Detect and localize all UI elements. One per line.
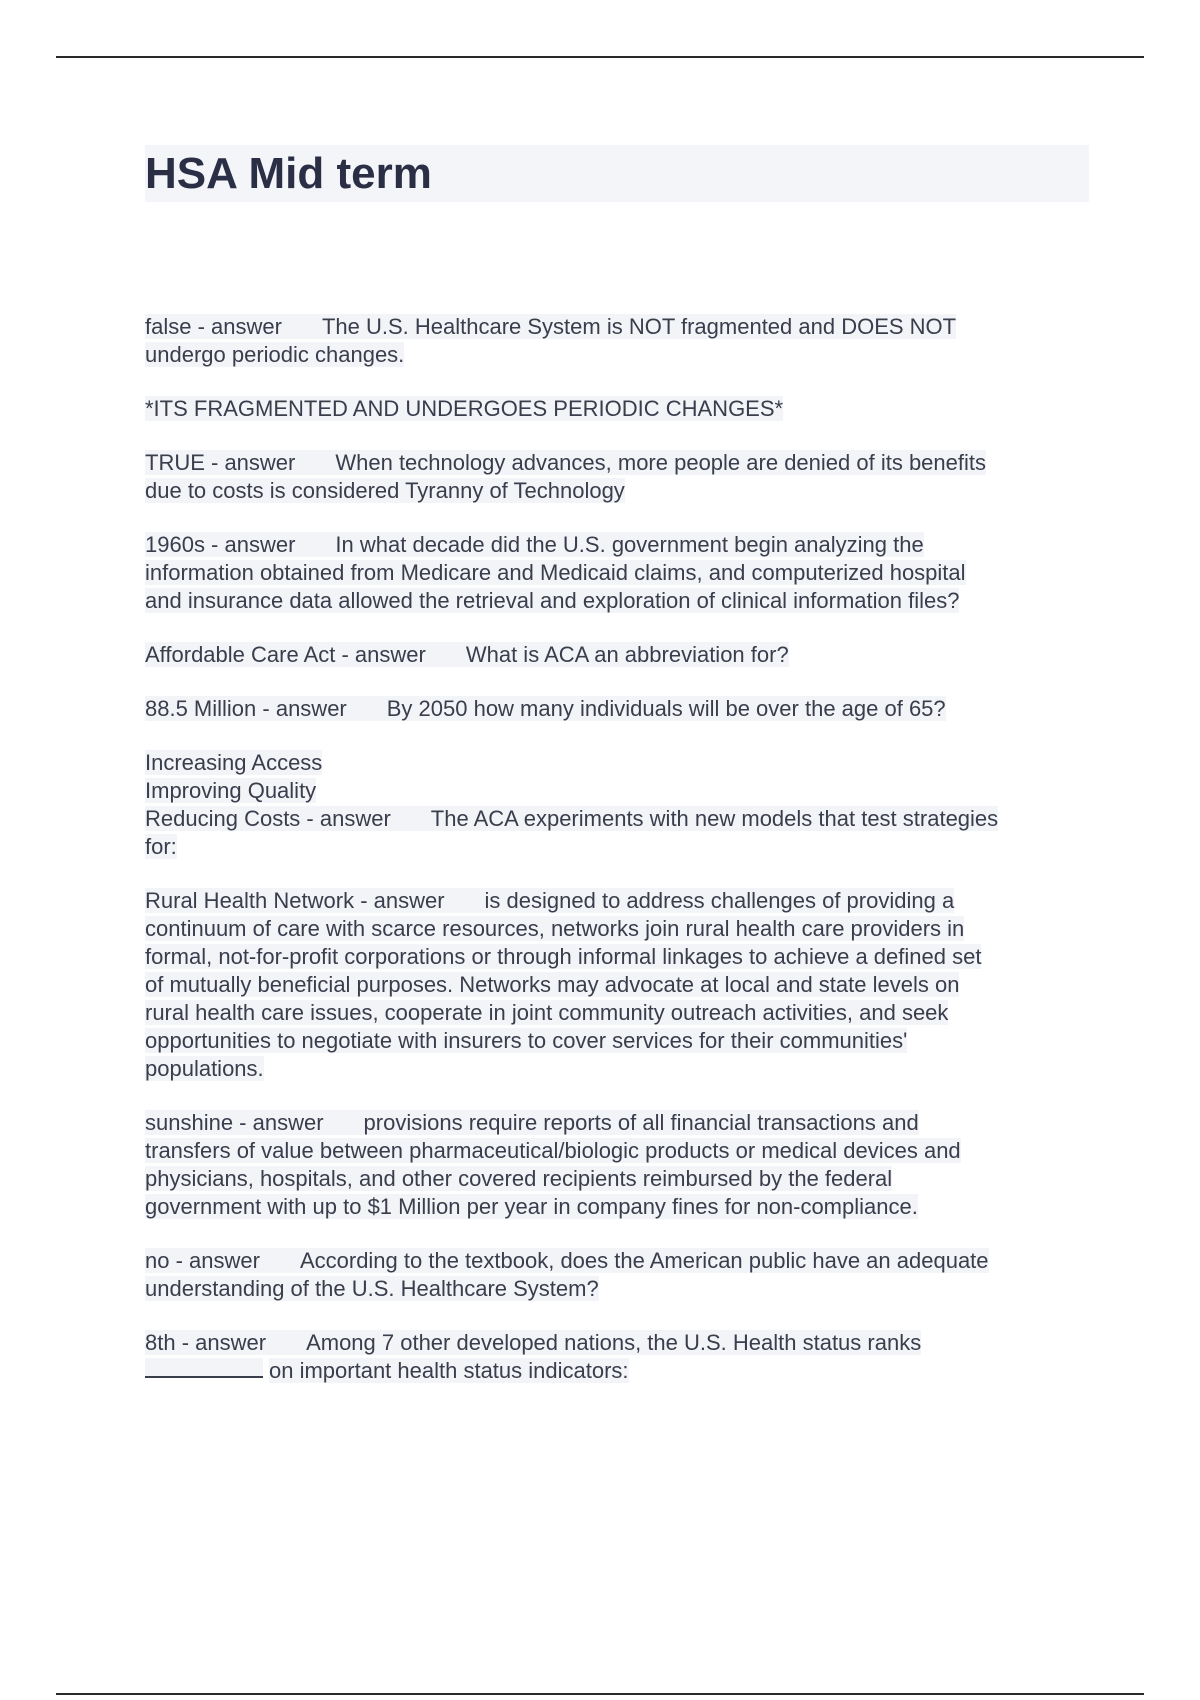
answer-text: Reducing Costs - answer <box>145 806 391 831</box>
question-text: transfers of value between pharmaceutical/biologic products or medical devices and <box>145 1138 961 1163</box>
answer-text: 88.5 Million - answer <box>145 696 347 721</box>
bottom-rule <box>56 1693 1144 1695</box>
question-text: By 2050 how many individuals will be over the age of 65? <box>386 696 946 721</box>
qa-item <box>145 449 1085 505</box>
question-text: due to costs is considered Tyranny of Technology <box>145 478 625 503</box>
fill-in-blank <box>145 1358 263 1378</box>
qa-item <box>145 1329 1085 1385</box>
qa-item <box>145 695 1085 723</box>
qa-item <box>145 749 1085 861</box>
question-text: is designed to address challenges of providing a <box>484 888 955 913</box>
question-text: of mutually beneficial purposes. Networks may advocate at local and state levels on <box>145 972 960 997</box>
question-text: understanding of the U.S. Healthcare System? <box>145 1276 599 1301</box>
top-rule <box>56 56 1144 58</box>
question-text: opportunities to negotiate with insurers to cover services for their communities' <box>145 1028 908 1053</box>
answer-text: Increasing Access <box>145 750 323 775</box>
answer-text: 8th - answer <box>145 1330 267 1355</box>
answer-text: Improving Quality <box>145 778 317 803</box>
answer-text: Affordable Care Act - answer <box>145 642 426 667</box>
answer-text: sunshine - answer <box>145 1110 324 1135</box>
question-text: populations. <box>145 1056 264 1081</box>
question-text: information obtained from Medicare and Medicaid claims, and computerized hospital <box>145 560 966 585</box>
question-text: Among 7 other developed nations, the U.S. Health status ranks <box>306 1330 922 1355</box>
answer-text: Rural Health Network - answer <box>145 888 445 913</box>
question-text: on important health status indicators: <box>269 1358 629 1383</box>
qa-item <box>145 1247 1085 1303</box>
question-text: formal, not-for-profit corporations or through informal linkages to achieve a defined set <box>145 944 982 969</box>
question-text: provisions require reports of all financial transactions and <box>363 1110 919 1135</box>
qa-item <box>145 887 1085 1083</box>
answer-text: no - answer <box>145 1248 260 1273</box>
question-text: The U.S. Healthcare System is NOT fragmented and DOES NOT <box>321 314 957 339</box>
question-text: In what decade did the U.S. government begin analyzing the <box>335 532 924 557</box>
question-text: undergo periodic changes. <box>145 342 405 367</box>
question-text: continuum of care with scarce resources, networks join rural health care providers in <box>145 916 965 941</box>
page-title: HSA Mid term <box>145 149 432 198</box>
question-text: for: <box>145 834 177 859</box>
qa-item <box>145 531 1085 615</box>
question-text: and insurance data allowed the retrieval and exploration of clinical information files? <box>145 588 960 613</box>
qa-list <box>145 313 1085 1411</box>
qa-note <box>145 395 1085 423</box>
question-text: When technology advances, more people are denied of its benefits <box>335 450 986 475</box>
question-text: physicians, hospitals, and other covered recipients reimbursed by the federal <box>145 1166 893 1191</box>
answer-text: 1960s - answer <box>145 532 296 557</box>
question-text: The ACA experiments with new models that test strategies <box>430 806 999 831</box>
note-text: *ITS FRAGMENTED AND UNDERGOES PERIODIC CHANGES* <box>145 396 784 421</box>
qa-item <box>145 641 1085 669</box>
question-text: government with up to $1 Million per year in company fines for non-compliance. <box>145 1194 918 1219</box>
question-text: rural health care issues, cooperate in joint community outreach activities, and seek <box>145 1000 949 1025</box>
answer-text: TRUE - answer <box>145 450 296 475</box>
question-text: What is ACA an abbreviation for? <box>465 642 789 667</box>
question-text: According to the textbook, does the American public have an adequate <box>299 1248 989 1273</box>
answer-text: false - answer <box>145 314 282 339</box>
qa-item <box>145 1109 1085 1221</box>
qa-item <box>145 313 1085 369</box>
